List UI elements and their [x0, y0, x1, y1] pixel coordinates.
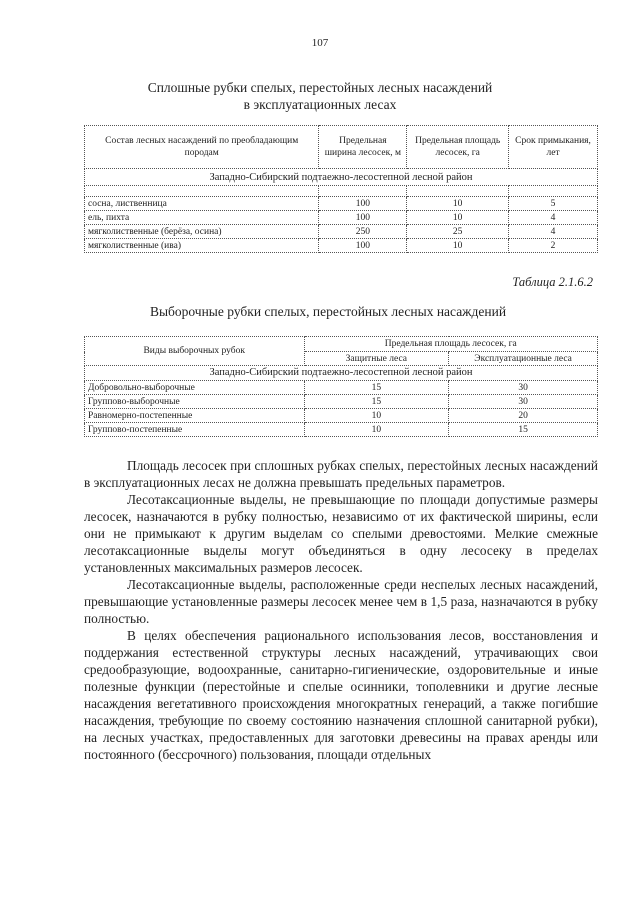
- header-max-area: Предельная площадь лесосек, га: [304, 337, 598, 352]
- row-name: Равномерно-постепенные: [85, 409, 305, 423]
- table1-title: [0, 79, 640, 113]
- table-row: [85, 211, 598, 225]
- table-row: [85, 381, 598, 395]
- row-name: сосна, лиственница: [85, 197, 319, 211]
- forest-zone-label: Западно-Сибирский подтаежно-лесостепной лесной район: [85, 169, 598, 186]
- row-protective: 15: [304, 395, 449, 409]
- row-name: Добровольно-выборочные: [85, 381, 305, 395]
- table-header-row: [85, 126, 598, 169]
- row-width: 100: [319, 239, 407, 253]
- header-period: Срок примыкания, лет: [509, 126, 598, 169]
- paragraph: Лесотаксационные выделы, не превышающие по площади допустимые размеры лесосек, назначаются в рубку полностью, независимо от их фактической ширины, если они не примыкают к другим выделам со спелыми древостоями. Мелкие смежные лесотаксационные выделы могут объединяться в одну лесосеку в пределах установленных максимальных размеров лесосек.: [84, 492, 598, 575]
- row-area: 10: [407, 239, 509, 253]
- row-protective: 10: [304, 423, 449, 437]
- row-exploitation: 30: [449, 381, 598, 395]
- header-kind: Виды выборочных рубок: [85, 337, 305, 366]
- table-row: [85, 239, 598, 253]
- row-name: Группово-постепенные: [85, 423, 305, 437]
- header-protective: Защитные леса: [304, 352, 449, 366]
- page-number: 107: [311, 37, 329, 49]
- row-protective: 15: [304, 381, 449, 395]
- forest-zone-label: Западно-Сибирский подтаежно-лесостепной лесной район: [85, 366, 598, 381]
- paragraph: Площадь лесосек при сплошных рубках спелых, перестойных лесных насаждений в эксплуатационных лесах не должна превышать предельных параметров.: [84, 458, 598, 490]
- row-name: мягколиственные (берёза, осина): [85, 225, 319, 239]
- row-area: 10: [407, 197, 509, 211]
- table-row: [85, 423, 598, 437]
- row-exploitation: 20: [449, 409, 598, 423]
- table-row: [85, 225, 598, 239]
- table-row: [85, 409, 598, 423]
- row-width: 100: [319, 197, 407, 211]
- table2-title: Выборочные рубки спелых, перестойных лесных насаждений: [149, 304, 507, 319]
- table1-title-line2: в эксплуатационных лесах: [243, 97, 397, 112]
- table-row: [85, 395, 598, 409]
- clear-cutting-table: [84, 125, 598, 253]
- table1-title-line1: Сплошные рубки спелых, перестойных лесных насаждений: [147, 80, 493, 95]
- body-text: [84, 457, 598, 763]
- row-period: 4: [509, 225, 598, 239]
- row-period: 4: [509, 211, 598, 225]
- row-period: 5: [509, 197, 598, 211]
- table-row: [85, 197, 598, 211]
- row-name: ель, пихта: [85, 211, 319, 225]
- row-area: 25: [407, 225, 509, 239]
- row-width: 100: [319, 211, 407, 225]
- selective-cutting-table: [84, 336, 598, 437]
- header-exploitation: Эксплуатационные леса: [449, 352, 598, 366]
- row-width: 250: [319, 225, 407, 239]
- table-header-row: [85, 337, 598, 352]
- row-exploitation: 30: [449, 395, 598, 409]
- row-protective: 10: [304, 409, 449, 423]
- row-exploitation: 15: [449, 423, 598, 437]
- row-area: 10: [407, 211, 509, 225]
- paragraph: Лесотаксационные выделы, расположенные среди неспелых лесных насаждений, превышающие установленные размеры лесосек менее чем в 1,5 раза, назначаются в рубку полностью.: [84, 577, 598, 626]
- row-period: 2: [509, 239, 598, 253]
- row-name: мягколиственные (ива): [85, 239, 319, 253]
- header-composition: Состав лесных насаждений по преобладающим породам: [85, 126, 319, 169]
- paragraph: В целях обеспечения рационального использования лесов, восстановления и поддержания естественной структуры лесных насаждений, утрачивающих свои средообразующие, водоохранные, санитарно-гигиенические, оздоровительные и иные полезные функции (перестойные и спелые осинники, тополевники и другие лесные насаждения вегетативного происхождения многократных генераций, а также погибшие насаждения, требующие по своему состоянию назначения сплошной санитарной рубки), на лесных участках, предоставленных для заготовки древесины на правах аренды или постоянного (бессрочного) пользования, площади отдельных: [84, 628, 598, 762]
- row-name: Группово-выборочные: [85, 395, 305, 409]
- header-max-area: Предельная площадь лесосек, га: [407, 126, 509, 169]
- table-number-label: Таблица 2.1.6.2: [512, 275, 593, 289]
- header-max-width: Предельная ширина лесосек, м: [319, 126, 407, 169]
